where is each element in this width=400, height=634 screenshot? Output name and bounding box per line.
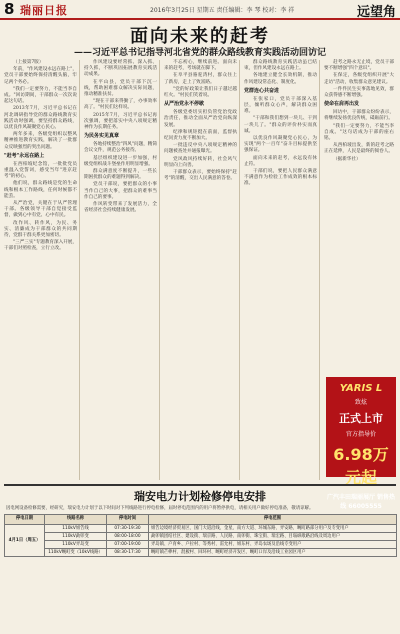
masthead bbox=[0, 0, 400, 20]
article-column-3 bbox=[164, 60, 240, 480]
article-paragraph: 不忘初心，继续前进。面向未来的赶考，考场就在脚下。 bbox=[164, 60, 237, 72]
outage-scope: 勐卯镇团结社区、建设街、瑞京路、人民路、南卯街、珠宝街、瑞宏路、目瑙纵歌路沿线及周边用户 bbox=[149, 532, 397, 540]
article-paragraph: 在平山县，党员干部下沉一线，帮助困难群众解决实际问题，推动精准扶贫。 bbox=[84, 79, 157, 98]
article-paragraph: 在阜平县骆驼湾村，群众住上了新房，走上了致富路。 bbox=[164, 73, 237, 85]
article-paragraph: （据新华社） bbox=[333, 156, 361, 162]
article-paragraph: 在西柏坡纪念馆，一批批党员重温入党誓词，感受当年"进京赶考"的初心。 bbox=[4, 161, 77, 180]
article-paragraph: 面向未来的赶考，永远没有休止符。 bbox=[244, 155, 317, 167]
article-subheading: 使命在肩再出发 bbox=[324, 101, 360, 108]
article-paragraph: "三严三实"专题教育深入开展，干部们对照检查，立行立改。 bbox=[4, 240, 77, 252]
article-paragraph: "党的好政策让我们日子越过越红火。"村民们笑着说。 bbox=[164, 86, 237, 99]
article-paragraph: 改作风、转作风，为民、务实、清廉成为干部群众的共同期待，党群干群关系更加密切。 bbox=[4, 220, 77, 239]
article-paragraph: "我们一定要努力，不能当李自成。"回访期间，干部群众一次次说起这句话。 bbox=[4, 86, 77, 105]
outage-table-header bbox=[5, 514, 397, 524]
article-paragraph: 群众路线教育实践活动虽已结束，但作风建设永远在路上。 bbox=[244, 60, 317, 72]
outage-line: 110kV畹町变（10kV线路） bbox=[45, 549, 107, 557]
article-paragraph: 2015年7月，习近平总书记再次强调，要把落实中央八项规定精神作为长期任务。 bbox=[84, 112, 157, 131]
header-line: 线路名称 bbox=[45, 514, 107, 524]
article-column-1 bbox=[4, 60, 80, 480]
article-paragraph: 干部群众表示，要始终保持"赶考"的清醒，交出人民满意的答卷。 bbox=[164, 170, 237, 182]
table-row bbox=[5, 532, 397, 540]
article-paragraph: 群众满意度不断提升，一些长期困扰群众的难题得到解决。 bbox=[84, 169, 157, 181]
page-number: 8 bbox=[4, 0, 15, 18]
outage-time: 08:00-18:00 bbox=[107, 532, 149, 540]
outage-time: 07:00-19:00 bbox=[107, 540, 149, 548]
article-paragraph: （上接第7版） bbox=[13, 60, 44, 65]
date-line: 2016年3月25日 星期五 责任编辑：李 琴 校对：李 祥 bbox=[150, 7, 295, 14]
ad-tagline: 正式上市 bbox=[339, 412, 383, 425]
header-date: 停电日期 bbox=[5, 514, 45, 524]
outage-line: 110kV勐卯变 bbox=[45, 532, 107, 540]
article-paragraph: 党风政风持续好转，社会风气明显向上向善。 bbox=[164, 156, 237, 168]
section-name: 远望角 bbox=[356, 5, 396, 20]
outage-time: 08:30-17:30 bbox=[107, 549, 149, 557]
article-paragraph: 干部们说，要把人民群众满意不满意作为检验工作成效的根本标准。 bbox=[244, 169, 317, 187]
article-column-5 bbox=[324, 60, 396, 375]
outage-time: 07:30-19:30 bbox=[107, 524, 149, 532]
ad-model: 致炫 bbox=[354, 399, 367, 406]
article-paragraph: 一件件民生实事落地见效，群众获得感不断增强。 bbox=[324, 86, 394, 99]
power-outage-notice bbox=[4, 484, 396, 632]
ad-price: 6.98万元起 bbox=[333, 445, 389, 487]
article-paragraph: 回访中，干部群众纷纷表示，将继续发扬优良传统，砥砺前行。 bbox=[324, 110, 394, 122]
article-paragraph: 两年多来，各级党组织以整风精神推进教育实践，解决了一批群众反映强烈的突出问题。 bbox=[4, 132, 77, 150]
outage-scope: 姐告边境经济贸易区、国门大道沿线、金星、南方大道、环城东路、弄安路、畹町路部分用户及专变用户 bbox=[149, 524, 397, 532]
outage-line: 110kV姐告线 bbox=[45, 524, 107, 532]
header-scope: 停电范围 bbox=[149, 514, 397, 524]
article-subheading: 从严治党永不停歇 bbox=[164, 101, 205, 108]
notice-title: 瑞安电力计划检修停电安排 bbox=[134, 490, 266, 503]
outage-scope: 畹町镇芒棒村、混板村、回环村、畹町经济开发区、畹町口岸及沿线工业园区用户 bbox=[149, 549, 397, 557]
article-paragraph: 基层组织建设进一步加强，村级党组织战斗堡垒作用明显增强。 bbox=[84, 155, 157, 167]
header-time: 停电时间 bbox=[107, 514, 149, 524]
article-paragraph: 作风转变带来了发展活力，全省经济社会持续健康发展。 bbox=[84, 202, 157, 214]
article-paragraph: 年前，"作风建设永远在路上"，党员干部要始终保持清醒头脑，牢记两个务必。 bbox=[4, 67, 77, 85]
article-paragraph: 在保定，各级党组织开展"大走访"活动，收集群众意见建议。 bbox=[324, 73, 394, 85]
article-paragraph: 各地持续整治"四风"问题，精简会议文件，规范公务接待。 bbox=[84, 142, 157, 154]
newspaper-name: 瑞丽日报 bbox=[20, 4, 68, 17]
notice-intro: 因电网设备检修需要，经研究，瑞安电力计划于以下时间对下列线路进行停电检修，届时停电范围内的用户将暂停供电，请相关用户做好停电准备，敬请谅解。 bbox=[6, 506, 314, 511]
article-paragraph: 2013年7月，习近平总书记在河北调研指导党的群众路线教育实践活动时强调，要坚持群众路线，以优良作风凝聚党心民心。 bbox=[4, 106, 77, 131]
article-paragraph: 各地建立健全长效机制，推动作风建设常态化、制度化。 bbox=[244, 73, 317, 85]
article-paragraph: 各级党委切实担负管党治党政治责任，推动全面从严治党向纵深发展。 bbox=[164, 110, 237, 128]
ad-brand: YARIS L bbox=[339, 383, 383, 394]
article-paragraph: 从严治党，关键在于从严管理干部。各级领导干部自觉接受监督，做到心中有党、心中有民。 bbox=[4, 201, 77, 219]
outage-line: 110kV弄岛变 bbox=[45, 540, 107, 548]
ad-price-label: 官方指导价 bbox=[345, 431, 376, 438]
article-paragraph: 作风建设要经常抓、深入抓、持久抓，不断巩固拓展教育实践活动成果。 bbox=[84, 60, 157, 78]
article-subheading: 为民务实见真章 bbox=[84, 133, 120, 140]
article-paragraph: 以优良作风凝聚党心民心，为实现"两个一百年"奋斗目标提供坚强保证。 bbox=[244, 136, 317, 154]
article-paragraph: 他们说，群众路线是党的生命线和根本工作路线，任何时候都不能丢。 bbox=[4, 181, 77, 199]
article-paragraph: 纪律和规矩挺在前面，监督执纪问责力度不断加大。 bbox=[164, 129, 237, 142]
ad-phone: 广汽丰田瑞丽展厅 销售热线 66005555 bbox=[326, 494, 396, 510]
article-subheading: "赶考"永远在路上 bbox=[4, 152, 45, 159]
table-row bbox=[5, 549, 397, 557]
article-paragraph: "现在干部来得勤了，办事效率高了。"村民们这样说。 bbox=[84, 99, 157, 111]
outage-date: 4月1日（周五） bbox=[5, 524, 45, 557]
table-row bbox=[5, 524, 397, 532]
article-paragraph: 党员干部说，要把群众的小事当作自己的大事，把群众的难事当作自己的要事。 bbox=[84, 182, 157, 200]
car-advertisement[interactable] bbox=[326, 377, 396, 510]
article-paragraph: "我们一定要努力，不能当李自成。"这句话成为干部的座右铭。 bbox=[324, 123, 394, 142]
article-paragraph: 一批违反中央八项规定精神的问题被查处并通报曝光。 bbox=[164, 143, 237, 155]
article-paragraph: "干部和我们想到一块儿、干到一块儿了。"群众的评价朴实而真诚。 bbox=[244, 116, 317, 134]
article-column-2 bbox=[84, 60, 160, 480]
table-row bbox=[5, 540, 397, 548]
outage-scope: 弄岛镇、户育乡、户拉村、等秀村、雷允村、姐东村、弄岛农场及沿线专变用户 bbox=[149, 540, 397, 548]
article-subheading: 党群连心共奋进 bbox=[244, 87, 280, 94]
article-paragraph: 从西柏坡出发，新的赶考之路正在延伸，人民是最终的阅卷人。 bbox=[324, 143, 394, 155]
article-subheadline: ——习近平总书记指导河北省党的群众路线教育实践活动回访记 bbox=[73, 48, 326, 58]
article-paragraph: 赶考之路永无止境，党员干部要不断增强"四个意识"。 bbox=[324, 60, 394, 72]
outage-table bbox=[4, 514, 397, 558]
article-paragraph: 在张家口，党员干部深入基层，倾听群众心声，解决群众困难。 bbox=[244, 96, 317, 115]
article-headline: 面向未来的赶考 bbox=[130, 26, 270, 47]
article-column-4 bbox=[244, 60, 320, 480]
